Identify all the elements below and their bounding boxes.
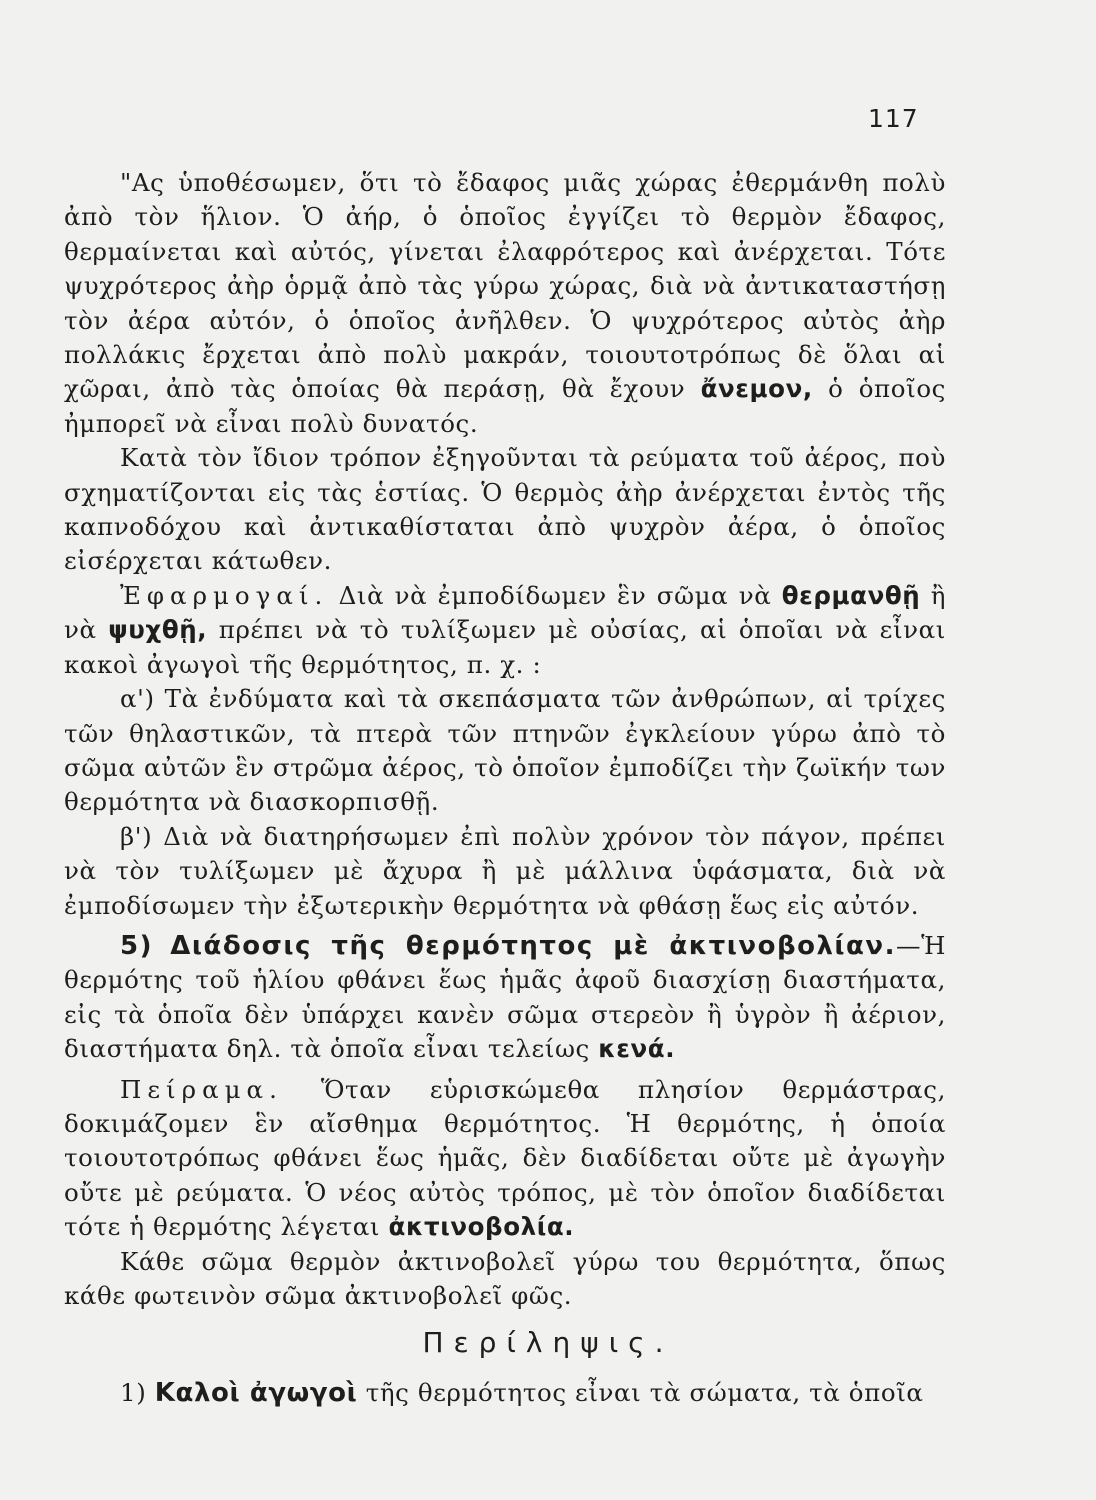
paragraph-wind: [64, 166, 946, 441]
text-run: ἢ νὰ: [64, 580, 947, 645]
paragraph-clothing: α') Τὰ ἐνδύματα καὶ τὰ σκεπάσματα τῶν ἀνθρώπων, αἱ τρίχες τῶν θηλαστικῶν, τὰ πτερὰ τῶν πτηνῶν ἐγκλείουν γύρω ἀπὸ τὸ σῶμα αὐτῶν ἓν στρῶμα ἀέρος, τὸ ὁποῖον ἐμποδίζει τὴν ζωϊκήν των θερμότητα νὰ διασκορπισθῇ.: [64, 684, 946, 817]
emphasis-good-conductors: Καλοὶ ἀγωγοὶ: [154, 1378, 358, 1408]
body-text: [64, 166, 946, 1313]
text-run: —Ἡ θερμότης τοῦ ἡλίου φθάνει ἕως ἡμᾶς ἀφοῦ διασχίσῃ διαστήματα, εἰς τὰ ὁποῖα δὲν ὑπάρχει κανὲν σῶμα στερεὸν ἢ ὑγρὸν ἢ ἀέριον, διαστήματα δηλ. τὰ ὁποῖα εἶναι τελείως: [64, 930, 946, 1064]
emphasis-empty: κενά.: [598, 1034, 676, 1064]
text-run: πρέπει νὰ τὸ τυλίξωμεν μὲ οὐσίας, αἱ ὁποῖαι νὰ εἶναι κακοὶ ἀγωγοὶ τῆς θερμότητος, π. χ. :: [64, 615, 946, 679]
emphasis-radiation: ἀκτινοβολία.: [388, 1212, 575, 1242]
paragraph-experiment: [64, 1073, 946, 1245]
paragraph-applications: [64, 579, 946, 682]
text-run: τῆς θερμότητος εἶναι τὰ σώματα, τὰ ὁποῖα: [357, 1378, 924, 1407]
paragraph-hearth-currents: Κατὰ τὸν ἴδιον τρόπον ἐξηγοῦνται τὰ ρεύματα τοῦ ἀέρος, ποὺ σχηματίζονται εἰς τὰς ἑστίας. Ὁ θερμὸς ἀὴρ ἀνέρχεται ἐντὸς τῆς καπνοδόχου καὶ ἀντικαθίσταται ἀπὸ ψυχρὸν ἀέρα, ὁ ὁποῖος εἰσέρχεται κάτωθεν.: [64, 443, 946, 576]
text-run: ὁ ὁποῖος ἠμπορεῖ νὰ εἶναι πολὺ δυνατός.: [64, 374, 946, 438]
paragraph-radiation: [64, 929, 946, 1067]
text-run: Ὅταν εὑρισκώμεθα πλησίον θερμάστρας, δοκιμάζομεν ἓν αἴσθημα θερμότητος. Ἡ θερμότης, ἡ ὁποία τοιουτοτρόπως φθάνει ἕως ἡμᾶς, δὲν διαδίδεται οὔτε μὲ ἀγωγὴν οὔτε μὲ ρεύματα. Ὁ νέος αὐτὸς τρόπος, μὲ τὸν ὁποῖον διαδίδεται τότε ἡ θερμότης λέγεται: [64, 1074, 946, 1242]
text-run: "Ας ὑποθέσωμεν, ὅτι τὸ ἔδαφος μιᾶς χώρας ἐθερμάνθη πολὺ ἀπὸ τὸν ἥλιον. Ὁ ἀήρ, ὁ ὁποῖος ἐγγίζει τὸ θερμὸν ἔδαφος, θερμαίνεται καὶ αὐτός, γίνεται ἐλαφρότερος καὶ ἀνέρχεται. Τότε ψυχρότερος ἀὴρ ὁρμᾷ ἀπὸ τὰς γύρω χώρας, διὰ νὰ ἀντικαταστήσῃ τὸν ἀέρα αὐτόν, ὁ ὁποῖος ἀνῆλθεν. Ὁ ψυχρότερος αὐτὸς ἀὴρ πολλάκις ἔρχεται ἀπὸ πολὺ μακράν, τοιουτοτρόπως δὲ ὅλαι αἱ χῶραι, ἀπὸ τὰς ὁποίας θὰ περάσῃ, θὰ ἔχουν: [64, 168, 946, 404]
experiment-label: Πείραμα.: [120, 1074, 283, 1104]
text-run: Διὰ νὰ ἐμποδίδωμεν ἓν σῶμα νὰ: [328, 580, 782, 610]
paragraph-ice: β') Διὰ νὰ διατηρήσωμεν ἐπὶ πολὺν χρόνον τὸν πάγον, πρέπει νὰ τὸν τυλίξωμεν μὲ ἄχυρα ἢ μὲ μάλλινα ὑφάσματα, διὰ νὰ ἐμποδίσωμεν τὴν ἐξωτερικὴν θερμότητα νὰ φθάσῃ ἕως εἰς αὐτόν.: [64, 821, 946, 920]
summary-item: [120, 1376, 946, 1410]
emphasis-heated: θερμανθῇ: [781, 580, 921, 610]
summary-heading: Περίληψις.: [422, 1326, 674, 1359]
emphasis-cooled: ψυχθῇ,: [108, 615, 208, 645]
summary-item-number: 1): [120, 1378, 147, 1407]
paragraph-radiates: Κάθε σῶμα θερμὸν ἀκτινοβολεῖ γύρω του θερμότητα, ὅπως κάθε φωτεινὸν σῶμα ἀκτινοβολεῖ φῶς.: [64, 1246, 946, 1310]
section-title: Διάδοσις τῆς θερμότητος μὲ ἀκτινοβολίαν.: [170, 930, 896, 961]
emphasis-wind: ἄνεμον,: [700, 374, 813, 404]
section-number: 5): [120, 930, 153, 961]
page-number: 117: [868, 104, 919, 133]
applications-label: Ἐφαρμογαί.: [120, 580, 329, 610]
